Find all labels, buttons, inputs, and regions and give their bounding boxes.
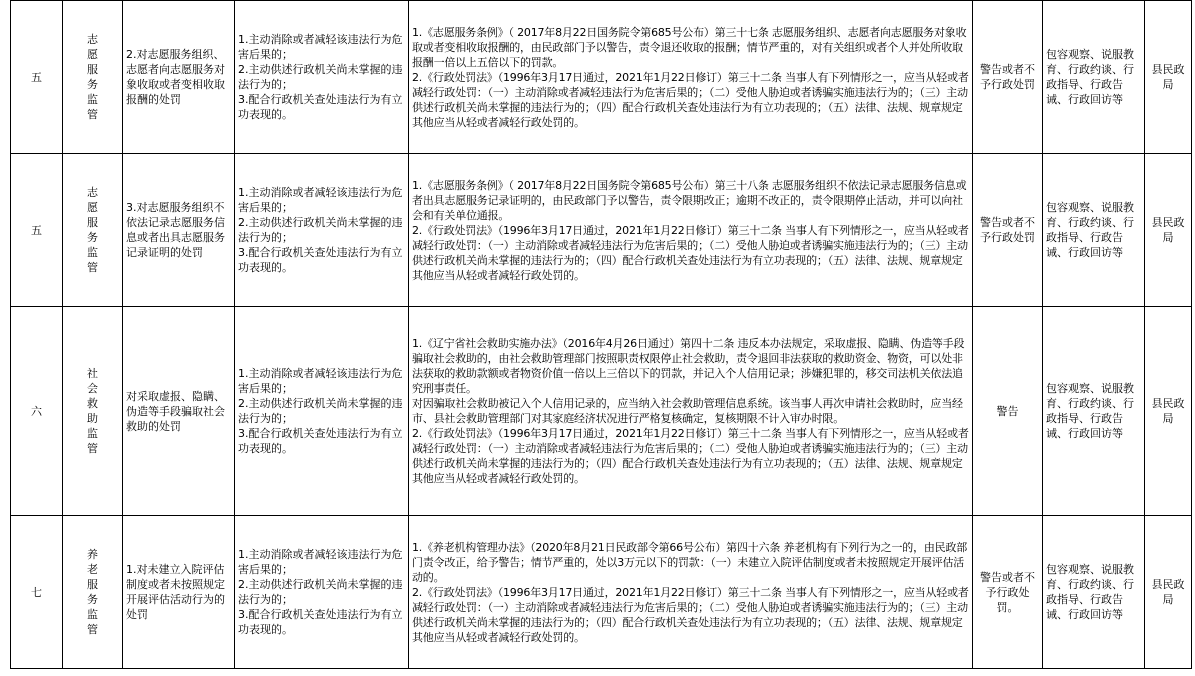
conditions-cell	[235, 1, 409, 154]
condition: 1.主动消除或者减轻该违法行为危害后果的；	[238, 33, 403, 61]
category: 社会救助监管	[87, 367, 98, 455]
category: 养老服务监管	[87, 548, 98, 636]
legal-basis-paragraph: 2.《行政处罚法》（1996年3月17日通过，2021年1月22日修订）第三十二条 当事人有下列情形之一，应当从轻或者减轻行政处罚：（一）主动消除或者减轻违法行为危害后果的；（二）受他人胁迫或者诱骗实施违法行为的；（三）主动供述行政机关尚未掌握的违法行为的；（四）配合行政机关查处违法行为有立功表现的；（五）法律、法规、规章规定其他应当从轻或者减轻行政处罚的。	[412, 70, 969, 129]
condition: 3.配合行政机关查处违法行为有立功表现的。	[238, 246, 403, 274]
condition: 1.主动消除或者减轻该违法行为危害后果的；	[238, 186, 403, 214]
category-cell	[63, 516, 123, 669]
condition: 2.主动供述行政机关尚未掌握的违法行为的；	[238, 578, 403, 606]
department: 县民政局	[1145, 307, 1192, 516]
penalty-action: 警告	[973, 307, 1043, 516]
penalty-action: 警告或者不予行政处罚	[973, 1, 1043, 154]
category-cell	[63, 154, 123, 307]
item-name: 3.对志愿服务组织不依法记录志愿服务信息或者出具志愿服务记录证明的处罚	[123, 154, 235, 307]
penalty-action: 警告或者不予行政处罚	[973, 154, 1043, 307]
serial-number: 七	[11, 516, 63, 669]
department: 县民政局	[1145, 154, 1192, 307]
condition: 1.主动消除或者减轻该违法行为危害后果的；	[238, 548, 403, 576]
legal-basis-paragraph: 2.《行政处罚法》（1996年3月17日通过，2021年1月22日修订）第三十二条 当事人有下列情形之一，应当从轻或者减轻行政处罚：（一）主动消除或者减轻违法行为危害后果的；（二）受他人胁迫或者诱骗实施违法行为的；（三）主动供述行政机关尚未掌握的违法行为的；（四）配合行政机关查处违法行为有立功表现的；（五）法律、法规、规章规定其他应当从轻或者减轻行政处罚的。	[412, 223, 969, 282]
penalty-action: 警告或者不予行政处罚。	[973, 516, 1043, 669]
table-row	[11, 154, 1192, 307]
legal-basis-paragraph: 1.《志愿服务条例》（ 2017年8月22日国务院令第685号公布）第三十七条 志愿服务组织、志愿者向志愿服务对象收取或者变相收取报酬的，由民政部门予以警告，责令退还收取的报酬；情节严重的，对有关组织或者个人并处所收取报酬一倍以上五倍以下的罚款。	[412, 25, 967, 69]
legal-basis-paragraph: 对因骗取社会救助被记入个人信用记录的，应当纳入社会救助管理信息系统。该当事人再次申请社会救助时，应当经市、县社会救助管理部门对其家庭经济状况进行严格复核确定，复核期限不计入审办时限。	[412, 397, 963, 425]
legal-basis-paragraph: 1.《志愿服务条例》（ 2017年8月22日国务院令第685号公布）第三十八条 志愿服务组织不依法记录志愿服务信息或者出具志愿服务记录证明的，由民政部门予以警告，责令限期改正；逾期不改正的，责令限期停止活动，并可以向社会和有关单位通报。	[412, 178, 967, 222]
category-cell	[63, 307, 123, 516]
legal-basis-paragraph: 2.《行政处罚法》（1996年3月17日通过，2021年1月22日修订）第三十二条 当事人有下列情形之一，应当从轻或者减轻行政处罚：（一）主动消除或者减轻违法行为危害后果的；（二）受他人胁迫或者诱骗实施违法行为的；（三）主动供述行政机关尚未掌握的违法行为的；（四）配合行政机关查处违法行为有立功表现的；（五）法律、法规、规章规定其他应当从轻或者减轻行政处罚的。	[412, 427, 969, 485]
serial-number: 六	[11, 307, 63, 516]
item-name: 2.对志愿服务组织、志愿者向志愿服务对象收取或者变相收取报酬的处罚	[123, 1, 235, 154]
measures: 包容观察、说服教育、行政约谈、行政指导、行政告诫、行政回访等	[1043, 516, 1145, 669]
legal-basis-cell	[409, 307, 973, 516]
table-row	[11, 1, 1192, 154]
measures: 包容观察、说服教育、行政约谈、行政指导、行政告诫、行政回访等	[1043, 307, 1145, 516]
serial-number: 五	[11, 1, 63, 154]
category-cell	[63, 1, 123, 154]
measures: 包容观察、说服教育、行政约谈、行政指导、行政告诫、行政回访等	[1043, 154, 1145, 307]
table-row	[11, 516, 1192, 669]
legal-basis-paragraph: 1.《辽宁省社会救助实施办法》（2016年4月26日通过）第四十二条 违反本办法规定，采取虚报、隐瞒、伪造等手段骗取社会救助的，由社会救助管理部门按照职责权限停止社会救助，责令退回非法获取的救助资金、物资，可以处非法获取的救助款额或者物资价值一倍以上三倍以下的罚款，并记入个人信用记录；涉嫌犯罪的，移交司法机关依法追究刑事责任。	[412, 337, 965, 395]
category: 志愿服务监管	[87, 186, 98, 274]
punishment-table	[10, 0, 1192, 669]
legal-basis-paragraph: 1.《养老机构管理办法》（2020年8月21日民政部令第66号公布）第四十六条 养老机构有下列行为之一的，由民政部门责令改正，给予警告；情节严重的，处以3万元以下的罚款：（一）未建立入院评估制度或者未按照规定开展评估活动的。	[412, 540, 968, 584]
legal-basis-cell	[409, 1, 973, 154]
serial-number: 五	[11, 154, 63, 307]
conditions-cell	[235, 154, 409, 307]
category: 志愿服务监管	[87, 33, 98, 121]
table-row	[11, 307, 1192, 516]
legal-basis-paragraph: 2.《行政处罚法》（1996年3月17日通过，2021年1月22日修订）第三十二条 当事人有下列情形之一，应当从轻或者减轻行政处罚：（一）主动消除或者减轻违法行为危害后果的；（二）受他人胁迫或者诱骗实施违法行为的；（三）主动供述行政机关尚未掌握的违法行为的；（四）配合行政机关查处违法行为有立功表现的；（五）法律、法规、规章规定其他应当从轻或者减轻行政处罚的。	[412, 585, 969, 644]
condition: 2.主动供述行政机关尚未掌握的违法行为的；	[238, 216, 403, 244]
condition: 3.配合行政机关查处违法行为有立功表现的。	[238, 427, 403, 455]
condition: 1.主动消除或者减轻该违法行为危害后果的；	[238, 367, 403, 395]
condition: 3.配合行政机关查处违法行为有立功表现的。	[238, 93, 403, 121]
condition: 2.主动供述行政机关尚未掌握的违法行为的；	[238, 397, 403, 425]
legal-basis-cell	[409, 154, 973, 307]
condition: 3.配合行政机关查处违法行为有立功表现的。	[238, 608, 403, 636]
conditions-cell	[235, 516, 409, 669]
measures: 包容观察、说服教育、行政约谈、行政指导、行政告诫、行政回访等	[1043, 1, 1145, 154]
department: 县民政局	[1145, 1, 1192, 154]
department: 县民政局	[1145, 516, 1192, 669]
legal-basis-cell	[409, 516, 973, 669]
item-name: 1.对未建立入院评估制度或者未按照规定开展评估活动行为的处罚	[123, 516, 235, 669]
condition: 2.主动供述行政机关尚未掌握的违法行为的；	[238, 63, 403, 91]
item-name: 对采取虚报、隐瞒、伪造等手段骗取社会救助的处罚	[123, 307, 235, 516]
conditions-cell	[235, 307, 409, 516]
